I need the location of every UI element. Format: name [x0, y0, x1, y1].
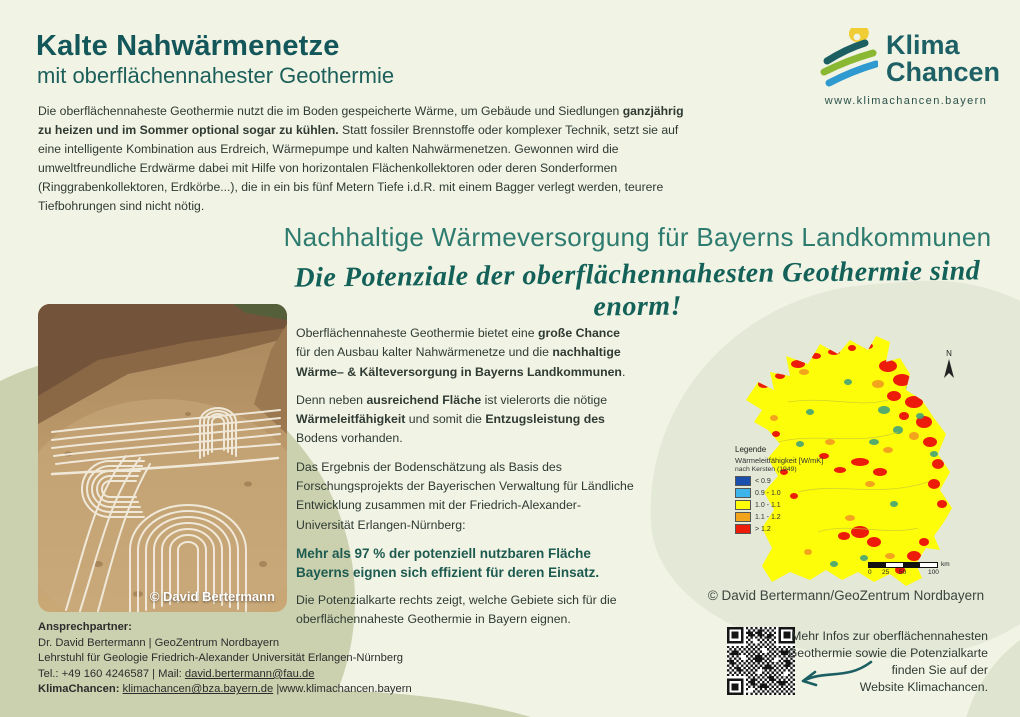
legend-label: > 1.2: [755, 525, 771, 533]
legend-label: 1.0 - 1.1: [755, 501, 781, 509]
photo-illustration: [38, 304, 287, 612]
legend-entry: [735, 524, 845, 534]
legend-subtitle: Wärmeleitfähigkeit [W/mK]: [735, 456, 824, 465]
collector-photo: [38, 304, 287, 612]
scalebar-tick: 0: [868, 569, 872, 576]
scalebar-tick: 100: [928, 569, 939, 576]
klimachancen-logo: [820, 28, 1000, 90]
north-label: N: [946, 349, 952, 358]
map-scalebar: [868, 561, 954, 577]
legend-entry: [735, 488, 845, 498]
north-arrow-icon: [941, 358, 957, 380]
scalebar-tick: 50: [899, 569, 907, 576]
article-paragraph-2: Denn neben ausreichend Fläche ist vielerorts die nötige Wärmeleitfähigkeit und somit die Entzugsleistung des Bodens vorhanden.: [296, 392, 608, 446]
contact-heading: Ansprechpartner:: [38, 621, 132, 633]
logo-word-line2: Chancen: [886, 57, 1001, 87]
contact-line-name: Dr. David Bertermann | GeoZentrum Nordbayern: [38, 636, 280, 649]
contact-line-institute: Lehrstuhl für Geologie Friedrich-Alexander Universität Erlangen-Nürnberg: [38, 652, 404, 665]
legend-swatch: [735, 476, 751, 486]
footer-info-line: Geothermie sowie die Potenzialkarte: [787, 646, 988, 660]
contact-line-tel-mail[interactable]: Tel.: +49 160 4246587 | Mail: david.bertermann@fau.de: [38, 667, 315, 680]
intro-paragraph: Die oberflächennaheste Geothermie nutzt die im Boden gespeicherte Wärme, um Gebäude und Siedlungen ganzjährig zu heizen und im Sommer optional sogar zu kühlen. Statt fossiler Brennstoffe oder komplexer Technik, setzt sie auf eine intelligente Kombination aus Erdreich, Wärmepumpe und kalten Nahwärmenetzen. Gewonnen wird die umweltfreundliche Erdwärme dabei mit Hilfe von horizontalen Flächenkollektoren oder deren Sonderformen (Ringgrabenkollektoren, Erdkörbe...), die in ein bis fünf Metern Tiefe i.d.R. mit einem Bagger verlegt werden, teurere Tiefbohrungen sind nicht nötig.: [38, 104, 684, 213]
article-paragraph-5: Die Potenzialkarte rechts zeigt, welche Gebiete sich für die oberflächennaheste Geothermie in Bayern eignen.: [296, 592, 617, 627]
logo-mark-icon: [820, 28, 878, 90]
map-legend: [735, 445, 845, 536]
legend-swatch: [735, 488, 751, 498]
scalebar-bar: [868, 562, 938, 568]
footer-info: [748, 628, 988, 696]
legend-label: 1.1 - 1.2: [755, 513, 781, 521]
article-highlight: Mehr als 97 % der potenziell nutzbaren Fläche Bayerns eignen sich effizient für deren Einsatz.: [296, 545, 600, 580]
banner: [280, 222, 995, 323]
legend-swatch: [735, 512, 751, 522]
legend-entry: [735, 476, 845, 486]
legend-title: Legende: [735, 445, 767, 454]
north-arrow: [940, 350, 958, 382]
scalebar-unit: km: [941, 561, 950, 568]
article-paragraph-1: Oberflächennaheste Geothermie bietet eine große Chance für den Ausbau kalter Nahwärmenetze und die nachhaltige Wärme– & Kälteversorgung in Bayerns Landkommunen.: [296, 326, 626, 379]
legend-source: nach Kersten (1949): [735, 466, 797, 473]
legend-swatch: [735, 524, 751, 534]
website-url[interactable]: www.klimachancen.bayern: [824, 95, 988, 107]
logo-word-line1: Klima: [886, 30, 960, 60]
article-column: [296, 324, 636, 639]
footer-info-line: Website Klimachancen.: [859, 680, 988, 694]
footer-info-line: finden Sie auf der: [891, 663, 988, 677]
legend-swatch: [735, 500, 751, 510]
banner-heading: Nachhaltige Wärmeversorgung für Bayerns Landkommunen: [283, 222, 992, 252]
legend-label: < 0.9: [755, 477, 771, 485]
article-paragraph-3: Das Ergebnis der Bodenschätzung als Basis des Forschungsprojekts der Bayerischen Verwaltung für Ländliche Entwicklung zusammen mit der Friedrich-Alexander-Universität Erlangen-Nürnberg:: [296, 459, 634, 532]
scalebar-tick: 25: [882, 569, 890, 576]
contact-block: [38, 620, 412, 698]
photo-credit: © David Bertermann: [149, 589, 275, 604]
banner-script-line: Die Potenziale der oberflächennahesten Geothermie sind enorm!: [294, 255, 981, 323]
contact-line-klimachancen[interactable]: KlimaChancen: klimachancen@bza.bayern.de |www.klimachancen.bayern: [38, 683, 412, 696]
legend-entry: [735, 512, 845, 522]
page-subtitle: mit oberflächennahester Geothermie: [37, 63, 395, 88]
footer-info-line: Mehr Infos zur oberflächennahesten: [791, 629, 988, 643]
legend-label: 0.9 - 1.0: [755, 489, 781, 497]
page-title: Kalte Nahwärmenetze: [36, 30, 340, 62]
map-credit: © David Bertermann/GeoZentrum Nordbayern: [707, 588, 985, 603]
legend-entry: [735, 500, 845, 510]
